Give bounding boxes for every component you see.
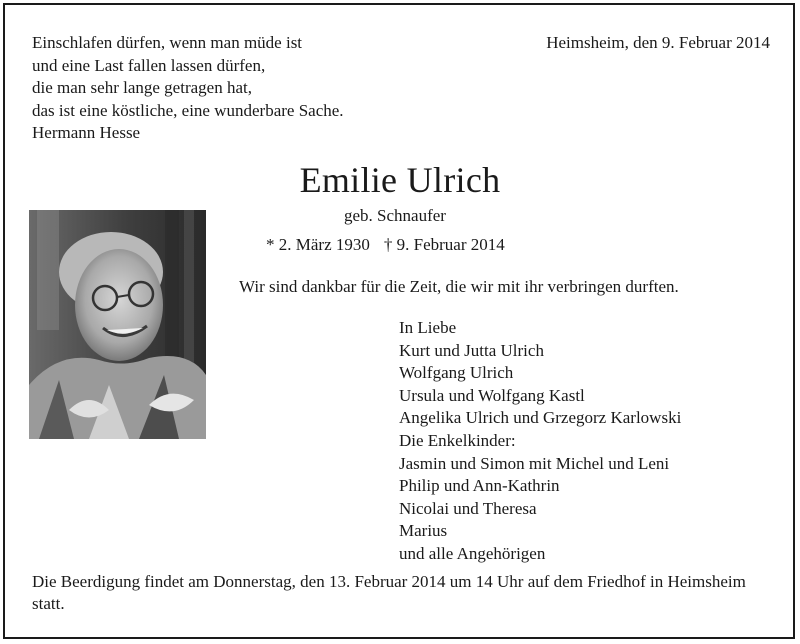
- deceased-name: Emilie Ulrich: [299, 160, 501, 200]
- gratitude-text: Wir sind dankbar für die Zeit, die wir mit ihr verbringen durften.: [239, 277, 679, 296]
- mourner-line: Ursula und Wolfgang Kastl: [399, 385, 585, 405]
- death-date: † 9. Februar 2014: [383, 235, 505, 254]
- poem-line: die man sehr lange getragen hat,: [32, 78, 252, 97]
- mourner-line: Angelika Ulrich und Grzegorz Karlowski: [399, 408, 682, 428]
- maiden-name: geb. Schnaufer: [344, 206, 446, 225]
- poem-line: Einschlafen dürfen, wenn man müde ist: [32, 33, 303, 52]
- mourner-line: Nicolai und Theresa: [399, 498, 537, 518]
- funeral-notice: Die Beerdigung findet am Donnerstag, den 13. Februar 2014 um 14 Uhr auf dem Friedhof in Heimsheim statt.: [32, 572, 746, 613]
- life-dates: [266, 234, 505, 256]
- poem-line: das ist eine köstliche, eine wunderbare Sache.: [32, 100, 344, 120]
- mourner-line: Jasmin und Simon mit Michel und Leni: [399, 453, 670, 473]
- mourner-line: Marius: [399, 521, 448, 541]
- mourner-line: Kurt und Jutta Ulrich: [399, 340, 544, 360]
- birth-date: * 2. März 1930: [266, 235, 370, 254]
- poem-quote: [32, 32, 344, 145]
- mourner-line: Die Enkelkinder:: [399, 430, 516, 450]
- mourner-line: und alle Angehörigen: [399, 543, 546, 563]
- mourner-line: Wolfgang Ulrich: [399, 363, 514, 383]
- poem-author: Hermann Hesse: [32, 123, 141, 142]
- poem-line: und eine Last fallen lassen dürfen,: [32, 55, 266, 75]
- mourner-line: Philip und Ann-Kathrin: [399, 476, 560, 496]
- mourner-line: In Liebe: [399, 318, 457, 337]
- portrait-photo: [29, 210, 206, 439]
- place-date: Heimsheim, den 9. Februar 2014: [546, 33, 770, 52]
- mourners-list: [399, 317, 681, 566]
